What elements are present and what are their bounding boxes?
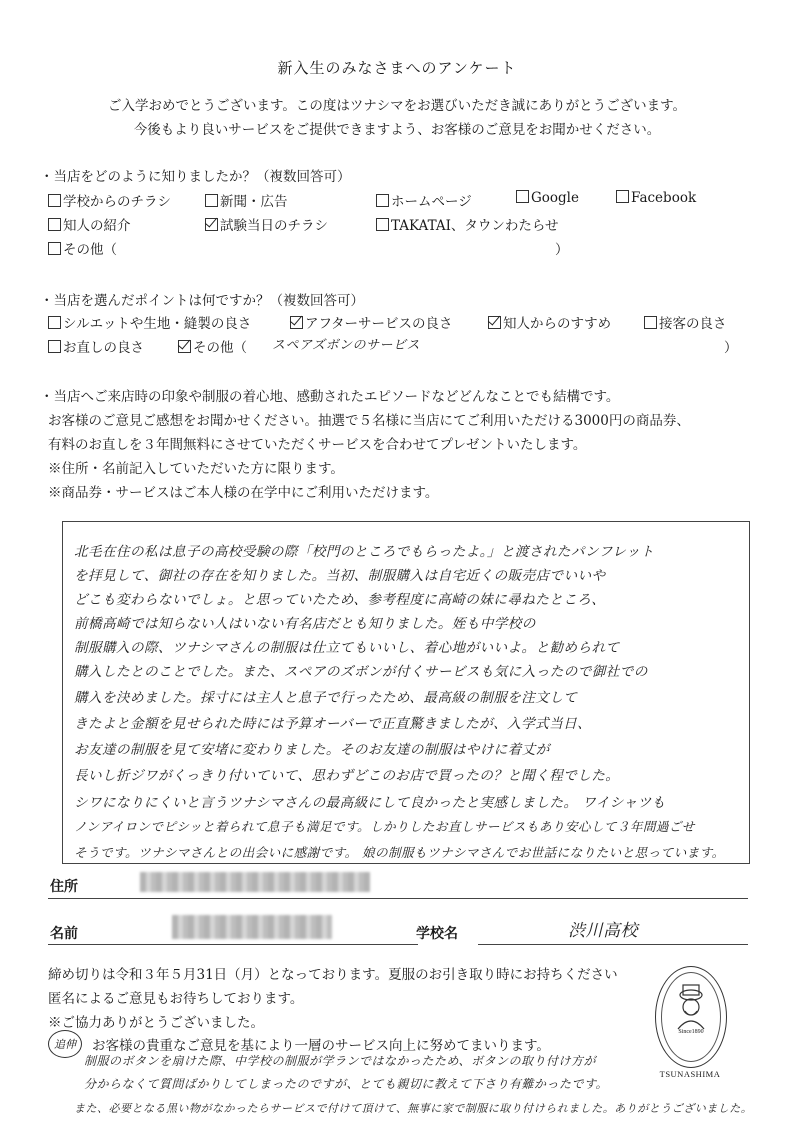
q3-line-1: ・当店へご来店時の印象や制服の着心地、感動されたエピソードなどどんなことでも結構です。 — [40, 389, 620, 405]
essay-line: シワになりにくいと言うツナシマさんの最高級にして良かったと実感しました。 ワイシャツも — [74, 795, 666, 811]
q1-option-facebook[interactable]: Facebook — [616, 190, 696, 206]
essay-line: お友達の制服を見て安堵に変わりました。そのお友達の制服はやけに着丈が — [74, 742, 550, 758]
q3-line-4: ※住所・名前記入していただいた方に限ります。 — [48, 461, 344, 477]
postscript-line: 制服のボタンを扇けた際、中学校の制服が学ランではなかったため、ボタンの取り付け方が — [84, 1054, 597, 1068]
essay-line: きたよと金額を見せられた時には予算オーバーで正直驚きましたが、入学式当日、 — [74, 716, 592, 732]
checkbox-icon — [616, 190, 629, 203]
checkbox-icon — [48, 316, 61, 329]
checkbox-icon — [48, 242, 61, 255]
essay-line: 長いし折ジワがくっきり付いていて、思わずどこのお店で買ったの？と聞く程でした。 — [74, 768, 620, 784]
checkbox-icon — [48, 194, 61, 207]
q2-option-alteration[interactable]: お直しの良さ — [48, 336, 144, 356]
q2-option-service[interactable]: 接客の良さ — [644, 312, 727, 332]
q3-line-5: ※商品券・サービスはご本人様の在学中にご利用いただけます。 — [48, 485, 439, 501]
logo-since: Since1890 — [678, 1029, 704, 1035]
name-line — [48, 944, 418, 945]
checkbox-icon — [48, 218, 61, 231]
postscript-line: また、必要となる黒い物がなかったらサービスで付けて頂けて、無事に家で制服に取り付けられました。ありがとうございました。 — [74, 1102, 753, 1115]
q1-option-homepage[interactable]: ホームページ — [376, 190, 472, 210]
essay-line: どこも変わらないでしょ。と思っていたため、参考程度に高崎の妹に尋ねたところ、 — [74, 592, 606, 608]
intro-line-1: ご入学おめでとうございます。この度はツナシマをお選びいただき誠にありがとうございます。 — [107, 98, 687, 114]
checkbox-icon — [376, 194, 389, 207]
checked-checkbox-icon — [205, 218, 218, 231]
school-line — [478, 944, 748, 945]
checkbox-icon — [205, 194, 218, 207]
checked-checkbox-icon — [488, 316, 501, 329]
school-label: 学校名 — [416, 925, 458, 941]
q1-question: ・当店をどのように知りましたか？（複数回答可） — [40, 169, 351, 185]
address-label: 住所 — [50, 878, 78, 894]
postscript-stamp: 追伸 — [48, 1030, 82, 1058]
address-redacted — [140, 872, 370, 892]
address-line — [48, 898, 748, 899]
q1-option-acquaintance[interactable]: 知人の紹介 — [48, 214, 131, 234]
essay-line: 購入を決めました。採寸には主人と息子で行ったため、最高級の制服を注文して — [74, 690, 578, 706]
essay-line: そうです。ツナシマさんとの出会いに感謝です。 娘の制服もツナシマさんでお世話になりたいと思っています。 — [74, 845, 725, 860]
essay-line: 前橋高崎では知らない人はいない有名店だとも知りました。姪も中学校の — [74, 616, 536, 632]
intro-line-2: 今後もより良いサービスをご提供できますよう、お客様のご意見をお聞かせください。 — [133, 122, 661, 138]
q3-line-2: お客様のご意見ご感想をお聞かせください。抽選で５名様に当店にてご利用いただける3000円の商品券、 — [48, 413, 690, 429]
q2-option-after-service[interactable]: アフターサービスの良さ — [290, 312, 453, 332]
essay-line: 制服購入の際、ツナシマさんの制服は仕立てもいいし、着心地がいいよ。と勧められて — [74, 640, 620, 656]
q1-other-close: ） — [555, 242, 569, 258]
name-redacted — [172, 915, 332, 939]
q2-option-recommendation[interactable]: 知人からのすすめ — [488, 312, 611, 332]
checked-checkbox-icon — [290, 316, 303, 329]
q1-option-exam-day-flyer[interactable]: 試験当日のチラシ — [205, 214, 328, 234]
logo-emblem-icon — [661, 972, 721, 1062]
q3-line-3: 有料のお直しを３年間無料にさせていただくサービスを合わせてプレゼントいたします。 — [48, 437, 587, 453]
checkbox-icon — [516, 190, 529, 203]
q1-option-google[interactable]: Google — [516, 190, 579, 206]
checkbox-icon — [48, 340, 61, 353]
logo-name: TSUNASHIMA — [659, 1069, 721, 1079]
checked-checkbox-icon — [178, 340, 191, 353]
q2-option-silhouette[interactable]: シルエットや生地・縫製の良さ — [48, 312, 251, 332]
q1-option-takatai[interactable]: TAKATAI、タウンわたらせ — [376, 214, 559, 234]
q2-question: ・当店を選んだポイントは何ですか？（複数回答可） — [40, 293, 364, 309]
page-title: 新入生のみなさまへのアンケート — [277, 59, 517, 77]
essay-line: 北毛在住の私は息子の高校受験の際「校門のところでもらったよ。」と渡されたパンフレット — [74, 544, 655, 560]
essay-line: ノンアイロンでピシッと着られて息子も満足です。しかりしたお直しサービスもあり安心して３年間過ごせ — [74, 819, 695, 834]
name-label: 名前 — [50, 925, 78, 941]
q2-option-other[interactable]: その他（ — [178, 336, 247, 356]
anonymous-text: 匿名によるご意見もお待ちしております。 — [48, 991, 304, 1007]
school-value: 渋川高校 — [568, 921, 638, 941]
q1-option-other[interactable]: その他（ — [48, 238, 117, 258]
q2-other-value: スペアズボンのサービス — [272, 338, 420, 353]
tsunashima-logo — [655, 966, 727, 1068]
q2-other-close: ） — [724, 340, 738, 356]
deadline-text: 締め切りは令和３年５月31日（月）となっております。夏服のお引き取り時にお持ちください — [48, 967, 618, 983]
essay-line: を拝見して、御社の存在を知りました。当初、制服購入は自宅近くの販売店でいいや — [74, 568, 606, 584]
checkbox-icon — [376, 218, 389, 231]
checkbox-icon — [644, 316, 657, 329]
postscript-line: 分からなくて質問ばかりしてしまったのですが、とても親切に教えて下さり有難かったです。 — [84, 1077, 609, 1091]
q1-option-flyer-school[interactable]: 学校からのチラシ — [48, 190, 171, 210]
thanks-text: ※ご協力ありがとうございました。 — [48, 1015, 264, 1031]
improvement-text: お客様の貴重なご意見を基により一層のサービス向上に努めてまいります。 — [92, 1038, 550, 1054]
q1-option-newspaper[interactable]: 新聞・広告 — [205, 190, 288, 210]
essay-line: 購入したとのことでした。また、スペアのズボンが付くサービスも気に入ったので御社での — [74, 664, 648, 680]
portrait-icon — [662, 973, 720, 1061]
